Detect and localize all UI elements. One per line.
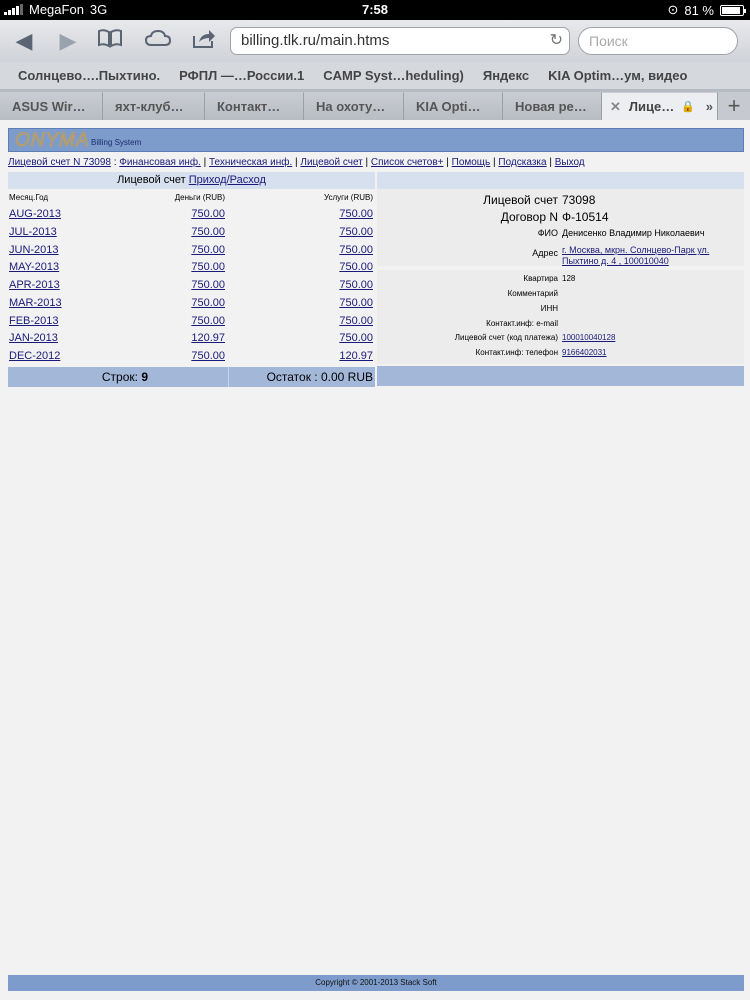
ledger-money-link[interactable]: 750.00: [191, 279, 225, 291]
address-label: Адрес: [532, 248, 558, 258]
forward-arrow-icon[interactable]: ▶: [59, 28, 77, 53]
lock-icon: 🔒: [681, 101, 695, 113]
ledger-month-link[interactable]: DEC-2012: [9, 350, 61, 362]
share-icon[interactable]: [190, 28, 218, 54]
ledger-column-headers: [8, 189, 375, 206]
ledger-services-link[interactable]: 750.00: [339, 261, 373, 274]
tab-bar: [0, 90, 750, 120]
nav-link[interactable]: Список счетов+: [370, 157, 444, 168]
ledger-row: [8, 242, 375, 260]
ledger-money-link[interactable]: 120.97: [191, 332, 225, 345]
bookmark-item[interactable]: Солнцево….Пыхтино.: [18, 68, 161, 83]
ledger-row: [8, 295, 375, 313]
inn-label: ИНН: [540, 304, 558, 313]
nav-link-logout[interactable]: Выход: [554, 157, 585, 168]
logo: ONYMA: [15, 130, 90, 151]
account-value: 73098: [562, 193, 596, 207]
ledger-services-link[interactable]: 120.97: [339, 350, 373, 362]
rows-count: [8, 370, 228, 384]
ledger-money-link[interactable]: 750.00: [191, 208, 225, 220]
reload-icon[interactable]: ↻: [549, 32, 563, 49]
ledger-row: [8, 277, 375, 295]
name-label: ФИО: [537, 228, 558, 238]
tab[interactable]: ASUS Wir…: [0, 92, 103, 120]
contract-value: Ф-10514: [562, 210, 609, 224]
carrier-name: MegaFon: [29, 2, 84, 17]
phone-label: Контакт.инф: телефон: [475, 348, 558, 357]
nav-link[interactable]: Финансовая инф.: [119, 157, 201, 168]
plus-icon[interactable]: +: [718, 92, 750, 120]
rows-count-value: 9: [141, 369, 148, 384]
rows-count-label: Строк:: [101, 369, 138, 384]
ledger-footer: [8, 367, 375, 387]
ledger-month-link[interactable]: FEB-2013: [9, 314, 59, 327]
ledger-rows: [8, 206, 375, 366]
ledger-month-link[interactable]: MAY-2013: [9, 261, 60, 274]
page-footer: Copyright © 2001-2013 Stack Soft: [8, 975, 744, 991]
balance: Остаток : 0.00 RUB: [266, 369, 373, 384]
ledger-money-link[interactable]: 750.00: [191, 225, 225, 238]
close-tab-icon[interactable]: ✕: [610, 99, 621, 114]
account-panel: [377, 172, 744, 386]
phone-value[interactable]: 9166402031: [562, 348, 607, 357]
col-services-header: Услуги (RUB): [323, 193, 373, 202]
active-tab-label: Лице…: [628, 99, 675, 114]
col-month-header: Месяц.Год: [9, 193, 49, 202]
url-text: billing.tlk.ru/main.htms: [241, 32, 390, 49]
ledger-month-link[interactable]: AUG-2013: [9, 208, 61, 220]
nav-link[interactable]: Подсказка: [498, 157, 547, 168]
ledger-month-link[interactable]: MAR-2013: [9, 296, 62, 309]
contract-label: Договор N: [500, 210, 558, 224]
cloud-icon[interactable]: [144, 28, 172, 54]
ledger-row: [8, 330, 375, 348]
ledger-title: [8, 172, 375, 189]
battery-percent: 81 %: [684, 2, 714, 18]
tab[interactable]: KIA Opti…: [404, 92, 503, 120]
account-contact-info: [377, 270, 744, 364]
open-book-icon[interactable]: [96, 28, 124, 54]
browser-toolbar: [0, 20, 750, 62]
account-label: Лицевой счет: [483, 193, 558, 207]
rotation-lock-icon: ⊙: [667, 2, 679, 17]
flat-value: 128: [562, 274, 576, 283]
more-tabs-icon[interactable]: »: [705, 99, 713, 114]
nav-link[interactable]: Помощь: [451, 157, 491, 168]
email-label: Контакт.инф: e-mail: [486, 319, 558, 328]
ledger-month-link[interactable]: JUN-2013: [9, 243, 59, 256]
ledger-services-link[interactable]: 750.00: [339, 208, 373, 220]
ledger-services-link[interactable]: 750.00: [339, 296, 373, 309]
bookmark-item[interactable]: KIA Optim…ум, видео: [548, 68, 688, 83]
tab[interactable]: яхт-клуб…: [103, 92, 205, 120]
battery-icon: [720, 5, 744, 16]
ledger-row: [8, 224, 375, 242]
flat-label: Квартира: [523, 274, 558, 283]
nav-link[interactable]: Техническая инф.: [209, 157, 293, 168]
tab[interactable]: На охоту…: [304, 92, 404, 120]
bookmark-item[interactable]: CAMP Syst…heduling): [323, 68, 464, 83]
payment-code-value[interactable]: 100010040128: [562, 333, 616, 342]
bookmark-item[interactable]: РФПЛ —…России.1: [179, 68, 305, 83]
tab[interactable]: Контакт…: [205, 92, 304, 120]
tab[interactable]: Новая ре…: [503, 92, 602, 120]
ledger-title-text: Лицевой счет: [117, 174, 186, 186]
ledger-row: [8, 206, 375, 224]
bookmark-item[interactable]: Яндекс: [482, 68, 530, 83]
income-expense-link[interactable]: Приход/Расход: [188, 174, 266, 186]
network-type: 3G: [89, 2, 108, 17]
back-arrow-icon[interactable]: ◀: [15, 28, 33, 53]
name-value: Денисенко Владимир Николаевич: [562, 228, 705, 238]
address-line-1[interactable]: г. Москва, мкрн. Солнцево-Парк ул.: [562, 245, 710, 255]
site-header: [8, 128, 744, 152]
ledger-money-link[interactable]: 750.00: [191, 350, 225, 362]
ledger-row: [8, 313, 375, 331]
clock: 7:58: [361, 2, 389, 17]
web-page: [0, 120, 750, 1000]
ledger-services-link[interactable]: 750.00: [339, 225, 373, 238]
address-line-2[interactable]: Пыхтино д. 4 , 100010040: [562, 256, 669, 266]
ledger-month-link[interactable]: JUL-2013: [9, 225, 57, 238]
nav-link[interactable]: Лицевой счет: [300, 157, 363, 168]
status-bar: [0, 0, 750, 20]
ledger-services-link[interactable]: 750.00: [339, 332, 373, 345]
ledger-services-link[interactable]: 750.00: [339, 243, 373, 256]
bookmarks-bar: [0, 62, 750, 90]
logo-subtitle: Billing System: [91, 138, 142, 147]
site-nav: Лицевой счет N 73098 : Финансовая инф. | Техническая инф. | Лицевой счет | Список счетов+ | Помощь | Подсказка | Выход: [8, 157, 585, 168]
account-panel-footer: [377, 366, 744, 386]
col-money-header: Деньги (RUB): [174, 193, 225, 202]
nav-link-account-number[interactable]: Лицевой счет N 73098: [8, 157, 111, 168]
ledger-services-link[interactable]: 750.00: [339, 314, 373, 327]
ledger-money-link[interactable]: 750.00: [191, 314, 225, 327]
tab-active[interactable]: [602, 92, 718, 120]
search-input[interactable]: Поиск: [578, 27, 738, 55]
ledger-month-link[interactable]: JAN-2013: [9, 332, 58, 345]
account-main-info: [377, 189, 744, 266]
ledger-row: [8, 348, 375, 366]
ledger-month-link[interactable]: APR-2013: [9, 279, 60, 291]
ledger-money-link[interactable]: 750.00: [191, 296, 225, 309]
ledger-money-link[interactable]: 750.00: [191, 243, 225, 256]
ledger-money-link[interactable]: 750.00: [191, 261, 225, 274]
ledger-row: [8, 259, 375, 277]
address-bar[interactable]: [230, 27, 570, 55]
ledger-table: [8, 172, 375, 387]
payment-code-label: Лицевой счет (код платежа): [454, 333, 558, 342]
comment-label: Комментарий: [507, 289, 558, 298]
ledger-services-link[interactable]: 750.00: [339, 279, 373, 291]
